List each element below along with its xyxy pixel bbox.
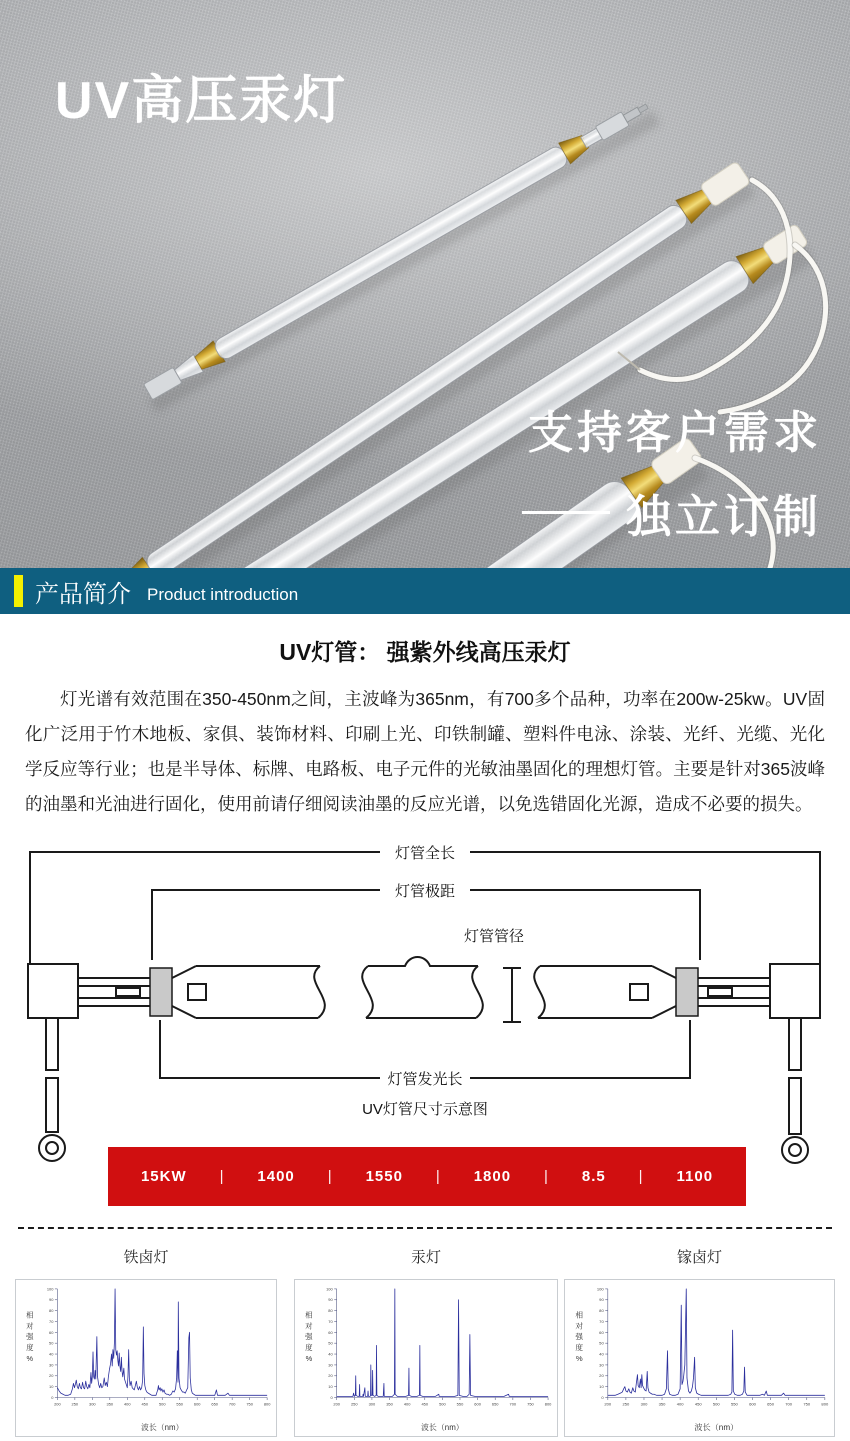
svg-text:800: 800 [263, 1401, 271, 1407]
hero-photo [0, 0, 850, 568]
svg-text:700: 700 [509, 1401, 517, 1407]
svg-text:50: 50 [599, 1340, 604, 1346]
svg-text:400: 400 [676, 1401, 684, 1407]
spectrum-chart-gallium-halide [564, 1279, 835, 1437]
svg-text:100: 100 [46, 1286, 54, 1292]
spec-value-power: 15KW [140, 1168, 187, 1185]
spectrum-plot-gallium-halide [565, 1280, 834, 1436]
svg-text:70: 70 [328, 1318, 333, 1324]
svg-text:对: 对 [305, 1321, 313, 1331]
svg-text:0: 0 [330, 1394, 333, 1400]
svg-text:90: 90 [599, 1297, 604, 1303]
svg-text:450: 450 [141, 1401, 149, 1407]
spectrum-chart-iron-halide [15, 1279, 277, 1437]
intro-paragraph: 灯光谱有效范围在350-450nm之间，主波峰为365nm，有700多个品种，功率在200w-25kw。UV固化广泛用于竹木地板、家俱、装饰材料、印刷上光、印铁制罐、塑料件电泳、涂装、光纤、光缆、光化学反应等行业；也是半导体、标牌、电路板、电子元件的光敏油墨固化的理想灯管。主要是针对365波峰的油墨和光油进行固化，使用前请仔细阅读油墨的反应光谱，以免选错固化光源，造成不必要的损失。 [25, 689, 825, 814]
chart-title-gallium-halide: 镓卤灯 [676, 1249, 722, 1266]
section-banner [0, 568, 850, 614]
diagram-label-tube-diameter: 灯管管径 [463, 928, 525, 945]
svg-text:750: 750 [527, 1401, 534, 1407]
hero-slogan-line2 [522, 480, 822, 545]
svg-text:40: 40 [599, 1351, 604, 1357]
svg-text:650: 650 [211, 1401, 218, 1407]
svg-text:30: 30 [599, 1362, 604, 1368]
svg-text:350: 350 [658, 1401, 666, 1407]
svg-text:波长（nm）: 波长（nm） [694, 1423, 739, 1433]
svg-text:%: % [575, 1354, 583, 1363]
spec-value-3: 1800 [473, 1168, 512, 1185]
chart-title-iron-halide: 铁卤灯 [123, 1249, 169, 1266]
svg-text:70: 70 [599, 1319, 604, 1324]
diagram-label-electrode-distance: 灯管极距 [394, 883, 456, 900]
svg-text:600: 600 [749, 1401, 756, 1407]
em-dash-line [522, 511, 610, 514]
intro-heading: UV灯管： 强紫外线高压汞灯 [279, 639, 571, 665]
svg-text:700: 700 [785, 1401, 793, 1407]
svg-text:10: 10 [49, 1384, 54, 1390]
banner-title-zh: 产品简介 [35, 580, 131, 608]
svg-text:650: 650 [767, 1401, 774, 1407]
spec-value-2: 1550 [365, 1168, 403, 1185]
svg-text:80: 80 [49, 1308, 54, 1314]
svg-text:550: 550 [176, 1401, 184, 1407]
svg-text:对: 对 [26, 1321, 34, 1331]
diagram-label-luminous-length: 灯管发光长 [387, 1071, 463, 1088]
svg-text:60: 60 [599, 1329, 604, 1335]
svg-text:10: 10 [328, 1384, 333, 1390]
svg-text:90: 90 [49, 1297, 54, 1303]
dashed-divider [18, 1227, 832, 1229]
svg-text:0: 0 [51, 1394, 54, 1400]
svg-text:对: 对 [575, 1321, 584, 1331]
svg-text:250: 250 [350, 1401, 358, 1407]
svg-text:80: 80 [328, 1308, 333, 1314]
svg-text:波长（nm）: 波长（nm） [141, 1423, 184, 1433]
dimension-diagram [0, 842, 850, 1177]
svg-text:度: 度 [26, 1343, 34, 1353]
spec-separator: | [638, 1168, 644, 1185]
hero-slogan-line1: 支持客户需求 [527, 407, 822, 458]
spec-separator: | [219, 1168, 225, 1185]
svg-text:30: 30 [328, 1362, 333, 1368]
svg-text:200: 200 [333, 1401, 340, 1407]
svg-text:100: 100 [326, 1286, 333, 1292]
svg-text:600: 600 [474, 1401, 481, 1407]
svg-text:300: 300 [640, 1401, 648, 1407]
hero-slogan-line2-text: 独立订制 [625, 491, 822, 542]
svg-text:500: 500 [439, 1401, 446, 1407]
svg-text:800: 800 [821, 1401, 829, 1407]
svg-text:300: 300 [89, 1401, 96, 1407]
svg-text:20: 20 [599, 1373, 604, 1379]
svg-text:400: 400 [124, 1401, 131, 1407]
svg-text:60: 60 [328, 1329, 333, 1335]
svg-text:40: 40 [49, 1351, 54, 1357]
svg-text:20: 20 [328, 1373, 333, 1379]
svg-text:30: 30 [49, 1362, 54, 1368]
diagram-label-total-length: 灯管全长 [394, 845, 456, 862]
svg-text:250: 250 [622, 1401, 630, 1407]
svg-text:度: 度 [575, 1343, 584, 1353]
svg-text:相: 相 [26, 1310, 34, 1320]
svg-text:500: 500 [158, 1401, 166, 1407]
banner-title-en: Product introduction [147, 584, 299, 604]
spectrum-chart-mercury [294, 1279, 558, 1437]
svg-text:10: 10 [599, 1384, 604, 1390]
svg-text:相: 相 [305, 1310, 313, 1320]
svg-text:750: 750 [246, 1401, 253, 1407]
svg-text:350: 350 [106, 1401, 114, 1407]
svg-text:50: 50 [49, 1340, 54, 1346]
svg-text:波长（nm）: 波长（nm） [421, 1423, 464, 1433]
svg-text:450: 450 [421, 1401, 429, 1407]
svg-text:250: 250 [71, 1401, 79, 1407]
svg-text:相: 相 [575, 1310, 584, 1320]
svg-text:0: 0 [601, 1395, 604, 1400]
svg-text:强: 强 [575, 1332, 584, 1342]
svg-text:350: 350 [386, 1401, 393, 1407]
svg-text:70: 70 [49, 1318, 54, 1324]
svg-text:80: 80 [599, 1308, 604, 1314]
svg-text:强: 强 [305, 1332, 313, 1342]
svg-text:500: 500 [712, 1401, 720, 1407]
svg-text:200: 200 [54, 1401, 61, 1407]
svg-text:750: 750 [803, 1401, 811, 1407]
svg-text:20: 20 [49, 1373, 54, 1379]
banner-accent-bar [14, 575, 23, 607]
spec-separator: | [435, 1168, 441, 1185]
chart-title-mercury: 汞灯 [410, 1249, 441, 1266]
spec-separator: | [544, 1168, 549, 1185]
svg-text:%: % [26, 1353, 34, 1363]
svg-text:50: 50 [328, 1340, 333, 1346]
spectrum-plot-iron-halide [16, 1280, 276, 1436]
svg-text:550: 550 [731, 1401, 738, 1407]
diagram-caption: UV灯管尺寸示意图 [362, 1101, 488, 1118]
svg-text:度: 度 [305, 1343, 313, 1353]
svg-text:60: 60 [49, 1329, 54, 1335]
svg-text:550: 550 [456, 1401, 464, 1407]
spec-value-5: 1100 [676, 1168, 714, 1185]
svg-text:450: 450 [694, 1401, 702, 1407]
svg-text:%: % [305, 1353, 313, 1363]
svg-text:700: 700 [228, 1401, 236, 1407]
svg-text:400: 400 [403, 1401, 411, 1407]
svg-text:650: 650 [491, 1401, 499, 1407]
svg-text:800: 800 [544, 1401, 552, 1407]
spec-separator: | [327, 1168, 333, 1185]
svg-text:100: 100 [596, 1286, 604, 1292]
spec-value-1: 1400 [257, 1168, 295, 1185]
svg-text:40: 40 [328, 1351, 333, 1357]
spec-value-4: 8.5 [581, 1168, 606, 1185]
spec-bar [108, 1147, 746, 1206]
svg-text:600: 600 [193, 1401, 201, 1407]
hero-title: UV高压汞灯 [55, 72, 348, 130]
svg-text:强: 强 [26, 1332, 34, 1342]
spectrum-plot-mercury [295, 1280, 557, 1436]
svg-text:200: 200 [604, 1401, 612, 1407]
svg-text:300: 300 [368, 1401, 376, 1407]
svg-text:90: 90 [328, 1297, 333, 1303]
